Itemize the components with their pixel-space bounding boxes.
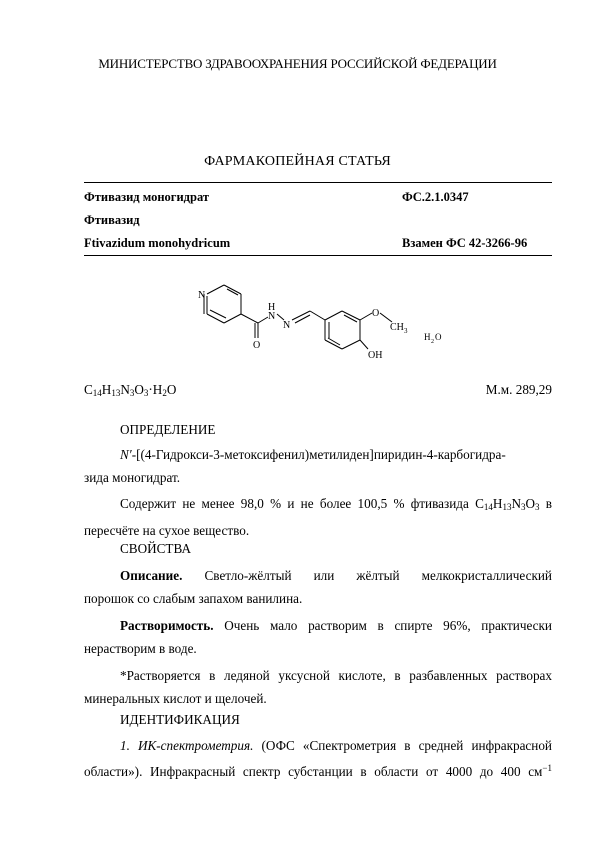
divider-top [84, 182, 552, 183]
hydrazide-h-label: H [268, 302, 276, 313]
hydroxyl-label: OH [368, 350, 383, 361]
ir-spectrometry-text: 1. ИК-спектрометрия. (ОФС «Спектрометрия в средней инфракрасной области»). Инфракрасный спектр субстанции в области от 4000 до 400 $см^{-1}$ [84, 738, 552, 779]
definition-text: N′-[(4-Гидрокси-3-метоксифенил)метилиден]пиридин-4-карбогидра- зида моногидрат. [84, 447, 506, 485]
methyl-label: CH [390, 322, 404, 333]
divider-bottom [84, 255, 552, 256]
monograph-replaces: Взамен ФС 42-3266-96 [402, 236, 528, 250]
hydrazide-n-label: N [268, 311, 276, 322]
methoxy-o-label: O [372, 308, 380, 319]
water-h-label: H [424, 332, 431, 342]
monograph-name-ru: Фтивазид моногидрат [84, 190, 210, 204]
water-sub-label: 2 [431, 339, 434, 345]
section-definition: ОПРЕДЕЛЕНИЕ [120, 422, 216, 437]
carbonyl-o-label: O [253, 340, 261, 351]
molecular-formula: $C_{14}H_{13}N_3O_3\cdot H_2O$ [84, 382, 177, 398]
content-text: Содержит не менее 98,0 % и не более 100,5 % фтивазида $C_{14}H_{13}N_3O_3$ в пересчёте на сухое вещество. [84, 496, 552, 538]
molecular-weight: М.м. 289,29 [485, 382, 552, 397]
pyridine-n-label: N [198, 290, 206, 301]
solubility-text: Растворимость. Очень мало растворим в спирте 96%, практически нерастворим в воде. [84, 618, 552, 656]
section-properties: СВОЙСТВА [120, 541, 191, 556]
chemical-structure [180, 272, 460, 372]
document-type-title: ФАРМАКОПЕЙНАЯ СТАТЬЯ [204, 154, 391, 169]
water-o-label: O [435, 332, 442, 342]
description-text: Описание. Светло-жёлтый или жёлтый мелкокристаллический порошок со слабым запахом ванилина. [84, 568, 552, 606]
ministry-heading: МИНИСТЕРСТВО ЗДРАВООХРАНЕНИЯ РОССИЙСКОЙ ФЕДЕРАЦИИ [98, 56, 497, 71]
section-identification: ИДЕНТИФИКАЦИЯ [120, 712, 240, 727]
note-text: *Растворяется в ледяной уксусной кислоте, в разбавленных растворах минеральных кислот и щелочей. [84, 668, 552, 706]
monograph-code: ФС.2.1.0347 [402, 190, 469, 204]
methyl-sub-label: 3 [404, 327, 408, 335]
monograph-short-name: Фтивазид [84, 213, 140, 227]
imine-n-label: N [283, 320, 291, 331]
monograph-latin-name: Ftivazidum monohydricum [84, 236, 231, 250]
